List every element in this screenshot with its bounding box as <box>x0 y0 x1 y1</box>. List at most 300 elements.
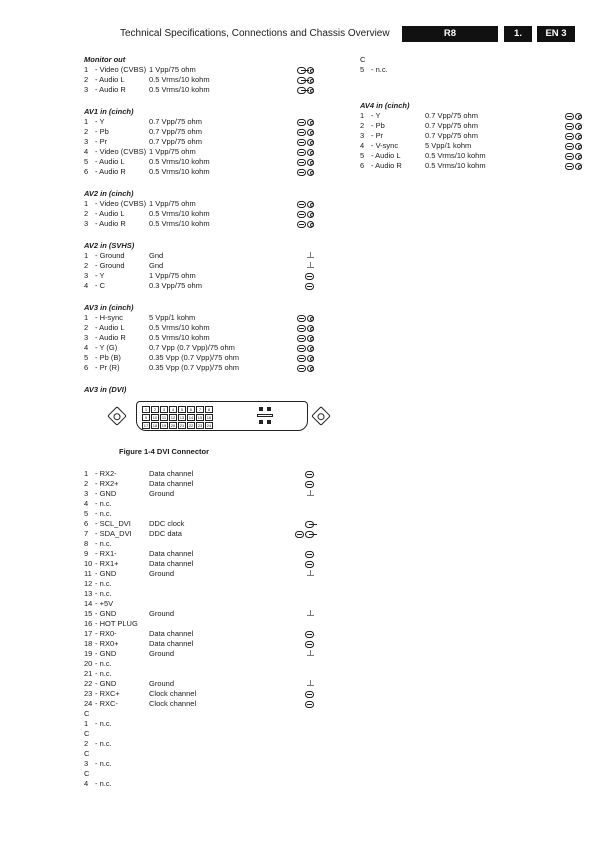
pin-number: 22 <box>84 679 93 688</box>
connector-icon-group <box>305 469 314 479</box>
dvi-analog-pin <box>259 407 263 411</box>
pin-number: 2 <box>84 739 89 748</box>
jack-icon <box>575 123 582 130</box>
connector-icon-group <box>297 117 314 127</box>
input-arrow-icon <box>297 335 306 342</box>
pin-signal-value: Ground <box>149 649 175 658</box>
connector-icon-group <box>305 479 314 489</box>
connector-icon-group <box>565 121 582 131</box>
pin-number: 14 <box>84 599 93 608</box>
screw-icon <box>107 406 127 426</box>
connector-icon-group <box>297 313 314 323</box>
pin-signal-name: - Pr (R) <box>95 363 120 372</box>
connector-section <box>84 107 314 177</box>
pin-signal-name: - SDA_DVI <box>95 529 132 538</box>
pin-signal-value: Data channel <box>149 469 194 478</box>
dvi-connector-figure <box>84 399 314 445</box>
jack-icon <box>575 133 582 140</box>
pin-row <box>360 141 590 151</box>
input-arrow-icon <box>297 129 306 136</box>
pin-signal-name: - Audio L <box>95 209 125 218</box>
pin-signal-name: - RX2- <box>95 469 117 478</box>
pin-row <box>84 281 314 291</box>
pin-signal-value: Gnd <box>149 261 164 270</box>
pin-signal-value: Data channel <box>149 549 194 558</box>
input-arrow-icon <box>305 283 314 290</box>
input-arrow-icon <box>297 119 306 126</box>
pin-number: C <box>84 709 90 718</box>
connector-icon-group <box>297 167 314 177</box>
connector-icon-group <box>307 251 314 261</box>
pin-signal-value: 0.5 Vrms/10 kohm <box>425 161 486 170</box>
connector-icon-group <box>297 199 314 209</box>
pin-signal-value: 0.7 Vpp/75 ohm <box>149 137 202 146</box>
pin-signal-name: - Video (CVBS) <box>95 199 147 208</box>
pin-row <box>84 679 314 689</box>
pin-signal-name: - n.c. <box>95 739 112 748</box>
dvi-pin-cell: 13 <box>179 415 185 420</box>
ground-icon <box>307 680 314 688</box>
pin-number: 1 <box>84 65 89 74</box>
dvi-pin-cell: 24 <box>206 423 212 428</box>
pin-signal-name: - n.c. <box>95 499 112 508</box>
pin-number: 3 <box>84 333 89 342</box>
left-column <box>84 55 314 789</box>
pin-row <box>84 549 314 559</box>
pin-row <box>84 137 314 147</box>
screw-icon <box>311 406 331 426</box>
pin-number: 3 <box>84 271 89 280</box>
pin-number: C <box>84 749 90 758</box>
pin-row <box>84 353 314 363</box>
dvi-analog-pin <box>267 407 271 411</box>
pin-signal-value: Gnd <box>149 251 164 260</box>
pin-row <box>84 167 314 177</box>
dvi-section-title: AV3 in (DVI) <box>84 385 127 394</box>
pin-row <box>84 147 314 157</box>
jack-icon <box>307 77 314 84</box>
pin-number: 1 <box>84 469 89 478</box>
input-arrow-icon <box>305 691 314 698</box>
pin-number: 10 <box>84 559 93 568</box>
right-sections <box>360 101 590 171</box>
pin-number: 2 <box>84 75 89 84</box>
input-arrow-icon <box>565 163 574 170</box>
connector-icon-group <box>307 569 314 579</box>
input-arrow-icon <box>305 471 314 478</box>
pin-signal-name: - Y <box>95 271 105 280</box>
dvi-pin-cell: 22 <box>188 423 194 428</box>
pin-row <box>84 323 314 333</box>
pin-number: 2 <box>84 323 89 332</box>
pin-row <box>84 669 314 679</box>
connector-icon-group <box>297 209 314 219</box>
pin-row <box>84 749 314 759</box>
pin-signal-value: 1 Vpp/75 ohm <box>149 199 196 208</box>
connector-icon-group <box>565 111 582 121</box>
output-arrow-icon <box>297 67 306 74</box>
connector-icon-group <box>297 363 314 373</box>
dvi-pin-cell: 18 <box>152 423 158 428</box>
dvi-pin-cell: 19 <box>161 423 167 428</box>
pin-signal-name: - Pr <box>95 137 108 146</box>
pin-row <box>84 479 314 489</box>
pin-row <box>84 609 314 619</box>
pin-number: 5 <box>84 157 89 166</box>
pin-number: 1 <box>360 111 365 120</box>
figure-caption: Figure 1-4 DVI Connector <box>119 447 210 456</box>
connector-icon-group <box>297 65 314 75</box>
pin-signal-value: 0.7 Vpp/75 ohm <box>149 127 202 136</box>
input-arrow-icon <box>565 153 574 160</box>
right-top-rows <box>360 55 590 75</box>
input-arrow-icon <box>297 159 306 166</box>
connector-icon-group <box>565 151 582 161</box>
pin-number: C <box>84 729 90 738</box>
pin-row <box>84 769 314 779</box>
pin-number: 2 <box>360 121 365 130</box>
pin-signal-name: - Pb <box>95 127 109 136</box>
connector-icon-group <box>305 519 314 529</box>
ground-icon <box>307 570 314 578</box>
input-arrow-icon <box>297 355 306 362</box>
jack-icon <box>307 149 314 156</box>
pin-signal-name: - GND <box>95 679 117 688</box>
pin-number: 3 <box>84 219 89 228</box>
pin-signal-name: - n.c. <box>95 579 112 588</box>
dvi-analog-pin <box>259 420 263 424</box>
pin-row <box>84 489 314 499</box>
pin-number: 21 <box>84 669 93 678</box>
pin-number: 5 <box>84 353 89 362</box>
dvi-pin-cell: 9 <box>142 414 150 421</box>
pin-signal-name: - n.c. <box>95 669 112 678</box>
dvi-pin-list <box>84 469 314 789</box>
pin-signal-value: 0.7 Vpp/75 ohm <box>149 117 202 126</box>
pin-signal-name: - Audio R <box>95 219 126 228</box>
dvi-pin-cell: 11 <box>161 415 167 420</box>
input-arrow-icon <box>297 221 306 228</box>
left-sections <box>84 55 314 373</box>
pin-signal-value: Ground <box>149 609 175 618</box>
pin-signal-name: - V-sync <box>371 141 399 150</box>
pin-number: 9 <box>84 549 89 558</box>
pin-number: 24 <box>84 699 93 708</box>
pin-number: 1 <box>84 117 89 126</box>
ground-icon <box>307 490 314 498</box>
pin-signal-name: - n.c. <box>95 659 112 668</box>
pin-row <box>360 161 590 171</box>
jack-icon <box>307 129 314 136</box>
connector-icon-group <box>297 75 314 85</box>
pin-number: 7 <box>84 529 89 538</box>
pin-signal-name: - Video (CVBS) <box>95 65 147 74</box>
dvi-pin-cell: 21 <box>179 423 185 428</box>
pin-signal-name: - n.c. <box>95 509 112 518</box>
pin-number: 1 <box>84 313 89 322</box>
pin-row <box>84 251 314 261</box>
pin-row <box>84 363 314 373</box>
pin-signal-value: 0.7 Vpp/75 ohm <box>425 131 478 140</box>
connector-icon-group <box>307 261 314 271</box>
pin-signal-name: - n.c. <box>95 719 112 728</box>
connector-icon-group <box>307 609 314 619</box>
pin-row <box>84 519 314 529</box>
pin-number: 2 <box>84 261 89 270</box>
dvi-pin-cell: 10 <box>152 415 158 420</box>
pin-row <box>84 261 314 271</box>
page-number-badge: EN 3 <box>537 26 575 42</box>
connector-icon-group <box>297 353 314 363</box>
pin-signal-value: 1 Vpp/75 ohm <box>149 271 196 280</box>
pin-row <box>84 779 314 789</box>
connector-section <box>84 303 314 373</box>
pin-signal-value: DDC data <box>149 529 182 538</box>
input-arrow-icon <box>305 701 314 708</box>
pin-signal-name: - Pr <box>371 131 384 140</box>
pin-number: 4 <box>84 147 89 156</box>
pin-signal-name: - n.c. <box>95 759 112 768</box>
connector-icon-group <box>305 559 314 569</box>
output-arrow-icon <box>305 531 314 538</box>
pin-number: 3 <box>360 131 365 140</box>
input-arrow-icon <box>297 169 306 176</box>
pin-row <box>84 85 314 95</box>
jack-icon <box>307 211 314 218</box>
pin-signal-value: Data channel <box>149 639 194 648</box>
pin-row <box>360 121 590 131</box>
pin-row <box>84 599 314 609</box>
pin-row <box>84 65 314 75</box>
dvi-connector-body <box>136 401 308 431</box>
pin-row <box>360 65 590 75</box>
pin-number: 8 <box>84 539 89 548</box>
pin-signal-value: Clock channel <box>149 699 197 708</box>
jack-icon <box>307 119 314 126</box>
jack-icon <box>307 87 314 94</box>
ground-icon <box>307 262 314 270</box>
pin-signal-name: - Pb (B) <box>95 353 121 362</box>
input-arrow-icon <box>297 345 306 352</box>
pin-signal-value: 0.7 Vpp/75 ohm <box>425 121 478 130</box>
pin-signal-value: Data channel <box>149 479 194 488</box>
pin-signal-value: 0.35 Vpp (0.7 Vpp)/75 ohm <box>149 363 240 372</box>
jack-icon <box>307 221 314 228</box>
connector-icon-group <box>307 679 314 689</box>
pin-signal-name: - Audio L <box>95 75 125 84</box>
pin-row <box>84 719 314 729</box>
pin-number: 16 <box>84 619 93 628</box>
pin-signal-name: - n.c. <box>371 65 388 74</box>
pin-number: 12 <box>84 579 93 588</box>
pin-row <box>360 111 590 121</box>
jack-icon <box>575 143 582 150</box>
dvi-pin-cell: 16 <box>206 415 212 420</box>
pin-number: 18 <box>84 639 93 648</box>
dvi-pin-cell: 3 <box>160 406 168 413</box>
pin-signal-value: 5 Vpp/1 kohm <box>425 141 472 150</box>
pin-number: 13 <box>84 589 93 598</box>
connector-icon-group <box>295 529 314 539</box>
pin-row <box>84 589 314 599</box>
pin-row <box>84 127 314 137</box>
jack-icon <box>307 159 314 166</box>
dvi-analog-pin <box>267 420 271 424</box>
pin-signal-name: - Audio L <box>95 157 125 166</box>
connector-icon-group <box>297 219 314 229</box>
pin-number: 4 <box>84 343 89 352</box>
page-title: Technical Specifications, Connections and Chassis Overview <box>120 28 390 39</box>
pin-number: 5 <box>84 509 89 518</box>
pin-signal-value: Clock channel <box>149 689 197 698</box>
pin-row <box>84 271 314 281</box>
pin-signal-name: - Audio R <box>95 333 126 342</box>
jack-icon <box>307 355 314 362</box>
jack-icon <box>307 139 314 146</box>
pin-number: 4 <box>84 499 89 508</box>
pin-signal-name: - Video (CVBS) <box>95 147 147 156</box>
pin-signal-value: Ground <box>149 569 175 578</box>
pin-signal-name: - Y (G) <box>95 343 118 352</box>
pin-signal-name: - HOT PLUG <box>95 619 138 628</box>
pin-number: 6 <box>360 161 365 170</box>
pin-signal-value: Ground <box>149 489 175 498</box>
pin-row <box>84 689 314 699</box>
pin-row <box>84 559 314 569</box>
pin-signal-name: - RX1+ <box>95 559 119 568</box>
connector-icon-group <box>297 333 314 343</box>
pin-signal-value: Ground <box>149 679 175 688</box>
pin-row <box>84 579 314 589</box>
pin-number: 15 <box>84 609 93 618</box>
section-title: AV3 in (cinch) <box>84 303 134 312</box>
output-arrow-icon <box>305 521 314 528</box>
input-arrow-icon <box>297 201 306 208</box>
pin-number: 1 <box>84 199 89 208</box>
connector-section <box>84 189 314 229</box>
connector-icon-group <box>565 131 582 141</box>
ground-icon <box>307 650 314 658</box>
dvi-pin-cell: 1 <box>142 406 150 413</box>
dvi-pin-cell: 14 <box>188 415 194 420</box>
output-arrow-icon <box>297 87 306 94</box>
jack-icon <box>575 113 582 120</box>
connector-icon-group <box>305 271 314 281</box>
jack-icon <box>307 325 314 332</box>
connector-icon-group <box>305 639 314 649</box>
input-arrow-icon <box>565 113 574 120</box>
jack-icon <box>307 169 314 176</box>
dvi-pin-cell: 6 <box>187 406 195 413</box>
connector-section <box>84 55 314 95</box>
pin-signal-name: - n.c. <box>95 539 112 548</box>
pin-number: 19 <box>84 649 93 658</box>
pin-number: C <box>84 769 90 778</box>
input-arrow-icon <box>297 149 306 156</box>
pin-signal-name: - Audio R <box>95 85 126 94</box>
pin-signal-value: 0.3 Vpp/75 ohm <box>149 281 202 290</box>
jack-icon <box>575 153 582 160</box>
pin-signal-value: 0.5 Vrms/10 kohm <box>149 209 210 218</box>
pin-signal-name: - Audio R <box>371 161 402 170</box>
pin-signal-value: 0.5 Vrms/10 kohm <box>149 85 210 94</box>
pin-number: 6 <box>84 363 89 372</box>
pin-signal-name: - Y <box>371 111 381 120</box>
input-arrow-icon <box>305 551 314 558</box>
pin-row <box>360 131 590 141</box>
section-title: AV2 in (cinch) <box>84 189 134 198</box>
pin-signal-value: 0.5 Vrms/10 kohm <box>149 157 210 166</box>
input-arrow-icon <box>295 531 304 538</box>
input-arrow-icon <box>297 365 306 372</box>
dvi-pin-cell: 17 <box>143 423 149 428</box>
jack-icon <box>307 335 314 342</box>
pin-signal-name: - H-sync <box>95 313 123 322</box>
pin-signal-name: - n.c. <box>95 589 112 598</box>
pin-number: 11 <box>84 569 92 578</box>
pin-row <box>360 151 590 161</box>
pin-number: 5 <box>360 65 365 74</box>
input-arrow-icon <box>305 631 314 638</box>
pin-row <box>84 333 314 343</box>
pin-signal-value: Data channel <box>149 629 194 638</box>
connector-icon-group <box>307 649 314 659</box>
pin-row <box>84 219 314 229</box>
pin-row <box>84 619 314 629</box>
dvi-pin-cell: 5 <box>178 406 186 413</box>
pin-signal-name: - Audio L <box>95 323 125 332</box>
pin-row <box>84 629 314 639</box>
pin-signal-value: Data channel <box>149 559 194 568</box>
input-arrow-icon <box>297 139 306 146</box>
pin-number: 2 <box>84 479 89 488</box>
pin-number: 1 <box>84 251 89 260</box>
pin-row <box>84 649 314 659</box>
input-arrow-icon <box>305 273 314 280</box>
pin-number: 6 <box>84 167 89 176</box>
connector-icon-group <box>305 281 314 291</box>
connector-section <box>84 241 314 291</box>
pin-number: 23 <box>84 689 93 698</box>
pin-number: 3 <box>84 759 89 768</box>
pin-signal-name: - GND <box>95 489 117 498</box>
pin-signal-value: 0.5 Vrms/10 kohm <box>425 151 486 160</box>
input-arrow-icon <box>297 315 306 322</box>
pin-signal-value: 1 Vpp/75 ohm <box>149 147 196 156</box>
pin-signal-value: 5 Vpp/1 kohm <box>149 313 196 322</box>
pin-row <box>84 759 314 769</box>
input-arrow-icon <box>565 143 574 150</box>
pin-signal-name: - RX0- <box>95 629 117 638</box>
right-column <box>360 55 590 183</box>
pin-number: 3 <box>84 137 89 146</box>
pin-signal-name: - Ground <box>95 261 125 270</box>
pin-row <box>84 509 314 519</box>
pin-number: 20 <box>84 659 93 668</box>
connector-icon-group <box>305 629 314 639</box>
connector-icon-group <box>305 699 314 709</box>
pin-row <box>84 569 314 579</box>
pin-row <box>84 699 314 709</box>
pin-signal-value: 0.7 Vpp/75 ohm <box>425 111 478 120</box>
connector-icon-group <box>565 141 582 151</box>
pin-number: 17 <box>84 629 93 638</box>
pin-row <box>84 639 314 649</box>
connector-icon-group <box>565 161 582 171</box>
jack-icon <box>307 315 314 322</box>
pin-signal-name: - RXC- <box>95 699 118 708</box>
output-arrow-icon <box>297 77 306 84</box>
